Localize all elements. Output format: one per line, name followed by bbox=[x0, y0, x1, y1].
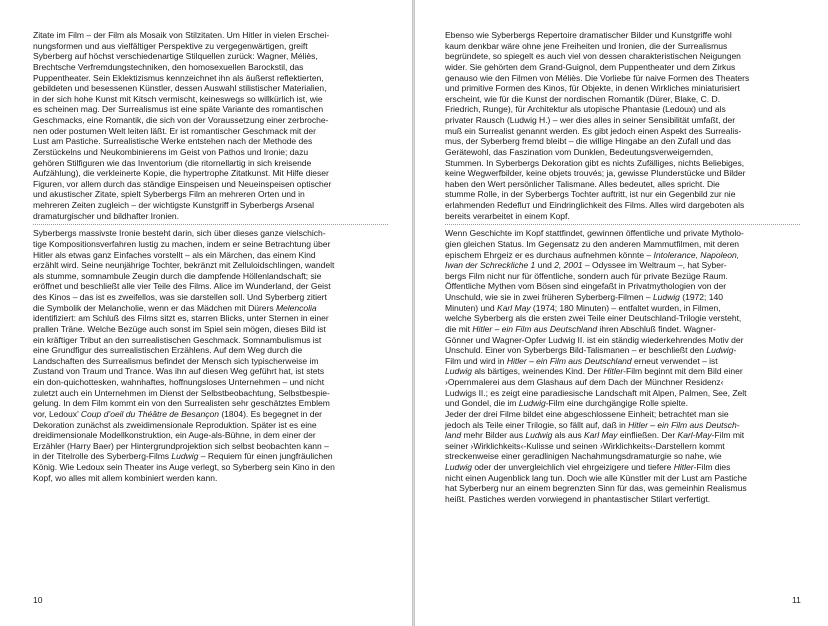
text-line: Dekoration zunächst als zweidimensionale Reproduktion. Später ist es eine bbox=[33, 419, 317, 430]
right-text-column bbox=[445, 30, 800, 511]
text-line: in der Titelrolle des Syberberg-Films Ludwig – Requiem für einen jungfräulichen bbox=[33, 451, 333, 462]
text-line: Figuren, vor allem durch das ständige Einspeisen und Neueinspeisen optischer bbox=[33, 178, 332, 189]
text-line: mus, der Syberberg fremd bleibt – die willige Hingabe an den Zufall und das bbox=[445, 136, 731, 147]
text-line: genauso wie den Filmen von Méliès. Die Vorliebe für naive Formen des Theaters bbox=[445, 72, 750, 83]
text-line: des Kinos – das ist es zweifellos, was sie darstellen soll. Und Syberberg zitiert bbox=[33, 292, 327, 302]
text-line: in der sich hohe Kunst mit Kitsch vermischt, keineswegs so willkürlich ist, wie bbox=[33, 93, 323, 104]
text-line: erzählt wird. Seine neunjährige Tochter, bekränzt mit Zelluloidschlingen, wandelt bbox=[33, 260, 335, 271]
text-line: zuletzt auch ein Unternehmen im Dienst der Selbstbeobachtung, Selbstbespie- bbox=[33, 387, 330, 398]
text-line: Ebenso wie Syberbergs Repertoire dramatischer Bilder und Kunstgriffe wohl bbox=[445, 30, 732, 40]
text-line: Zerstückelns und Neukombinierens im Geist von Pathos und Ironie; dazu bbox=[33, 146, 309, 157]
text-line: eine Grundfigur des surrealistischen Erzählens. Auf dem Weg durch die bbox=[33, 345, 303, 356]
text-line: Hitler als etwas ganz Einfaches vorstellt – als ein Märchen, das einem Kind bbox=[33, 249, 316, 260]
text-line: welche Syberberg als die ersten zwei Teile einer Deutschland-Trilogie versteht, bbox=[445, 313, 742, 324]
text-line: heißt. Pastiches werden vorwiegend in phantastischer Stilart verfertigt. bbox=[445, 493, 711, 504]
text-line: Jeder der drei Filme bildet eine abgeschlossene Einheit; betrachtet man sie bbox=[445, 408, 729, 419]
text-line: bergs Film nicht nur für öffentliche, sondern auch für private Bezüge Raum. bbox=[445, 270, 728, 281]
text-line: privater Rausch (Ludwig H.) – wer dies alles in seiner Sensibilität umfaßt, der bbox=[445, 115, 736, 125]
text-line: Iwan der Schreckliche 1 und 2, 2001 – Odyssee im Weltraum –, hat Syber- bbox=[445, 260, 727, 271]
text-line: vor, Ledoux’ Coup d’oeil du Théâtre de Besançon (1804). Es begegnet in der bbox=[33, 408, 323, 419]
text-line: bereits verarbeitet in einem Kopf. bbox=[445, 210, 570, 221]
text-line: Aufzählung), die verkleinerte Kopie, die hypertrophe Zitatkunst. Mit Hilfe dieser bbox=[33, 168, 329, 179]
paragraph bbox=[33, 30, 388, 225]
text-line: muß ein Surrealist genannt werden. Es gibt jedoch einen Aspekt des Surrealis- bbox=[445, 125, 742, 136]
text-line: land mehr Bilder aus Ludwig als aus Karl May einfließen. Der Karl-May-Film mit bbox=[445, 430, 745, 441]
text-line: mehreren Zeiten zugleich – der wichtigste Kunstgriff in Syberbergs Arsenal bbox=[33, 200, 315, 210]
text-line: tige Kompositionsverfahren lustig zu machen, indem er seine Betrachtung über bbox=[33, 238, 331, 249]
left-text-column bbox=[33, 30, 388, 489]
text-line: Syberberg auf höchst verschiedenartige Stilquellen zurück: Wagner, Méliès, bbox=[33, 51, 318, 62]
text-line: identifiziert: am Schluß des Films sitzt es, starren Blicks, unter Sternen in einer bbox=[33, 313, 329, 324]
text-line: Ludwig als bärtiges, weinendes Kind. Der Hitler-Film beginnt mit dem Bild einer bbox=[445, 366, 743, 377]
text-line: gebildeten und besessenen Künstler, dessen Auswahl stilistischer Materialien, bbox=[33, 83, 327, 94]
text-line: Brechtsche Verfremdungstechniken, den homosexuellen Barockstil, das bbox=[33, 61, 304, 72]
text-line: ein don-quichottesken, wahnhaftes, hoffnungsloses Unternehmen – und nicht bbox=[33, 377, 325, 387]
text-line: seiner ›Wirklichkeits‹-Kulisse und seinen ›Wirklichkeits‹-Darstellern kommt bbox=[445, 440, 725, 451]
text-line: als stumme, somnambule Zeugin durch die dampfende Höllenlandschaft; sie bbox=[33, 270, 322, 281]
text-line: und Gondel, die im Ludwig-Film eine durchgängige Rolle spielte. bbox=[445, 398, 688, 409]
text-line: keine Wegwerfbilder, keine objets trouvés; ja, gewisse Plunderstücke und Bilder bbox=[445, 168, 746, 179]
text-line: gehören Stilfiguren wie das Inventorium (die ritornellartig in sich kreisende bbox=[33, 157, 312, 168]
text-line: erlahmenden Redefluт und Eindringlichkeit des Films. Alles wird dargeboten als bbox=[445, 200, 745, 210]
text-line: epischem Ehrgeiz er es durchaus aufnehmen könnte – Intolerance, Napoleon, bbox=[445, 249, 740, 260]
text-line: Landschaften des Surrealismus befindet der Mensch sich typischerweise im bbox=[33, 355, 319, 366]
text-line: dreidimensionale Modellkonstruktion, ein Auge-als-Bühne, in dem einer der bbox=[33, 430, 316, 441]
text-line: prallen Träne. Welche Bezüge auch sonst im Spiel sein mögen, dieses Bild ist bbox=[33, 323, 326, 334]
text-line: dramaturgischer und bildhafter Ironien. bbox=[33, 210, 180, 221]
text-line: stumme Rolle, in der Syberbergs Tochter auftritt, ist nur ein Gegenbild zur nie bbox=[445, 189, 736, 200]
text-line: Minuten) und Karl May (1974; 180 Minuten) – entfaltet wurden, in Filmen, bbox=[445, 302, 721, 313]
text-line: kaum denkbar wäre ohne jene Freiheiten und Ironien, die der Surrealismus bbox=[445, 40, 728, 51]
text-line: nicht einen Augenblick lang tun. Doch wie alle Künstler mit der Lust am Pastiche bbox=[445, 472, 747, 483]
text-line: Unschuld, wie sie in zwei früheren Syberberg-Filmen – Ludwig (1972; 140 bbox=[445, 292, 723, 302]
left-page-number: 10 bbox=[33, 595, 43, 605]
text-line: und akustischer Zitate, spielt Syberbergs Film an mehreren Orten und in bbox=[33, 189, 305, 200]
text-line: haben den Wert persönlicher Talismane. Alles bedeutet, alles spricht. Die bbox=[445, 178, 720, 189]
text-line: nungsformen und aus vielfältiger Perspektive zu vergegenwärtigen, greift bbox=[33, 40, 308, 51]
text-line: wider. Sie gehörten dem Grand-Guignol, dem Puppentheater und dem Zirkus bbox=[445, 61, 736, 72]
text-line: eröffnet und beschließt alle vier Teile des Films. Alice im Wunderland, der Geist bbox=[33, 281, 331, 292]
text-line: Puppentheater. Sein Eklektizismus kennzeichnet ihn als äußerst reflektierten, bbox=[33, 72, 324, 83]
paragraph bbox=[445, 30, 800, 225]
text-line: ›Opernmalerei aus dem Glashaus auf dem Dach der Münchner Residenz‹ bbox=[445, 377, 724, 387]
text-line: Unschuld. Einer von Syberbergs Bild-Talismanen – er beschließt den Ludwig- bbox=[445, 345, 737, 356]
paragraph bbox=[33, 228, 388, 486]
text-line: Geschmacks, eine Romantik, die sich von der Voraussetzung einer zerbroche- bbox=[33, 115, 329, 125]
text-line: es scheinen mag. Der Surrealismus ist eine späte Variante des romantischen bbox=[33, 104, 324, 115]
text-line: Zitate im Film – der Film als Mosaik von Stilzitaten. Um Hitler in vielen Erschei- bbox=[33, 30, 330, 40]
text-line: und primitive Formen des Kinos, für Objekte, in denen Wirkliches miniaturisiert bbox=[445, 83, 740, 94]
text-line: Wenn Geschichte im Kopf stattfindet, gewinnen öffentliche und private Mytholo- bbox=[445, 228, 744, 239]
text-line: Zustand von Traum und Trance. Was ihn auf diesen Weg geführt hat, ist stets bbox=[33, 366, 325, 377]
text-line: begründete, so spiegelt es auch viel von dessen charakteristischen Neigungen bbox=[445, 51, 741, 62]
text-line: erscheint, wie für die Kunst der nordischen Romantik (Dürer, Blake, C. D. bbox=[445, 93, 721, 104]
text-line: Gerätewohl, das Faszination vom Dunklen, Bedeutungsverweigernden, bbox=[445, 146, 714, 157]
text-line: Öffentliche Mythen vom Bösen sind eingefaßt in Privatmythologien von der bbox=[445, 281, 727, 292]
text-line: die mit Hitler – ein Film aus Deutschland ihren Abschluß findet. Wagner- bbox=[445, 323, 716, 334]
text-line: Friedrich, Runge), für Architektur als utopische Phantasie (Ledoux) und als bbox=[445, 104, 726, 115]
text-line: König. Wie Ledoux sein Theater ins Auge verlegt, so Syberberg sein Kino in den bbox=[33, 462, 335, 472]
right-page-number: 11 bbox=[792, 595, 801, 605]
text-line: Gönner und Wagner-Opfer Ludwig II. ist ein ständig wiederkehrendes Motiv der bbox=[445, 334, 744, 345]
left-page bbox=[0, 0, 413, 626]
paragraph bbox=[445, 228, 800, 507]
text-line: Syberbergs massivste Ironie besteht darin, sich über dieses ganze vielschich- bbox=[33, 228, 326, 239]
text-line: gien gleichen Status. Im Gegensatz zu den anderen Mammutfilmen, mit deren bbox=[445, 238, 740, 249]
text-line: Lust am Pastiche. Surrealistische Werke entstehen nach der Methode des bbox=[33, 136, 313, 147]
right-page bbox=[415, 0, 828, 626]
text-line: Erzähler (Harry Baer) per Hintergrundprojektion sich selbst beobachten kann – bbox=[33, 440, 329, 451]
text-line: die Symbolik der Melancholie, wenn er das Mädchen mit Dürers Melencolia bbox=[33, 302, 317, 313]
text-line: ein kräftiger Tribut an den surrealistischen Geschmack. Somnambulismus ist bbox=[33, 334, 322, 345]
text-line: Stummen. In Syberbergs Dekoration gibt es nichts Zufälliges, nichts Beliebiges, bbox=[445, 157, 745, 168]
text-line: Kopf, wo alles mit allem kombiniert werden kann. bbox=[33, 472, 218, 483]
text-line: gelung. In dem Film kommt ein von den Surrealisten sehr geschätztes Emblem bbox=[33, 398, 330, 409]
text-line: streckenweise einer geradlinigen Nachahmungsdramaturgie so nahe, wie bbox=[445, 451, 722, 462]
text-line: nen oder postumen Welt leiten läßt. Er ist romantischer Geschmack mit der bbox=[33, 125, 316, 136]
text-line: Film und wird in Hitler – ein Film aus Deutschland erneut verwendet – ist bbox=[445, 355, 718, 366]
text-line: jedoch als Teile einer Trilogie, so fällt auf, daß in Hitler – ein Film aus Deutsch- bbox=[445, 419, 740, 430]
text-line: Ludwig oder der unvergleichlich viel ehrgeizigere und tiefere Hitler-Film dies bbox=[445, 462, 731, 472]
text-line: hat Syberberg nur an einem begrenzten Sinn für das, was gemeinhin Realismus bbox=[445, 483, 747, 494]
text-line: Ludwigs II.; es zeigt eine paradiesische Landschaft mit Alpen, Palmen, See, Zelt bbox=[445, 387, 747, 398]
